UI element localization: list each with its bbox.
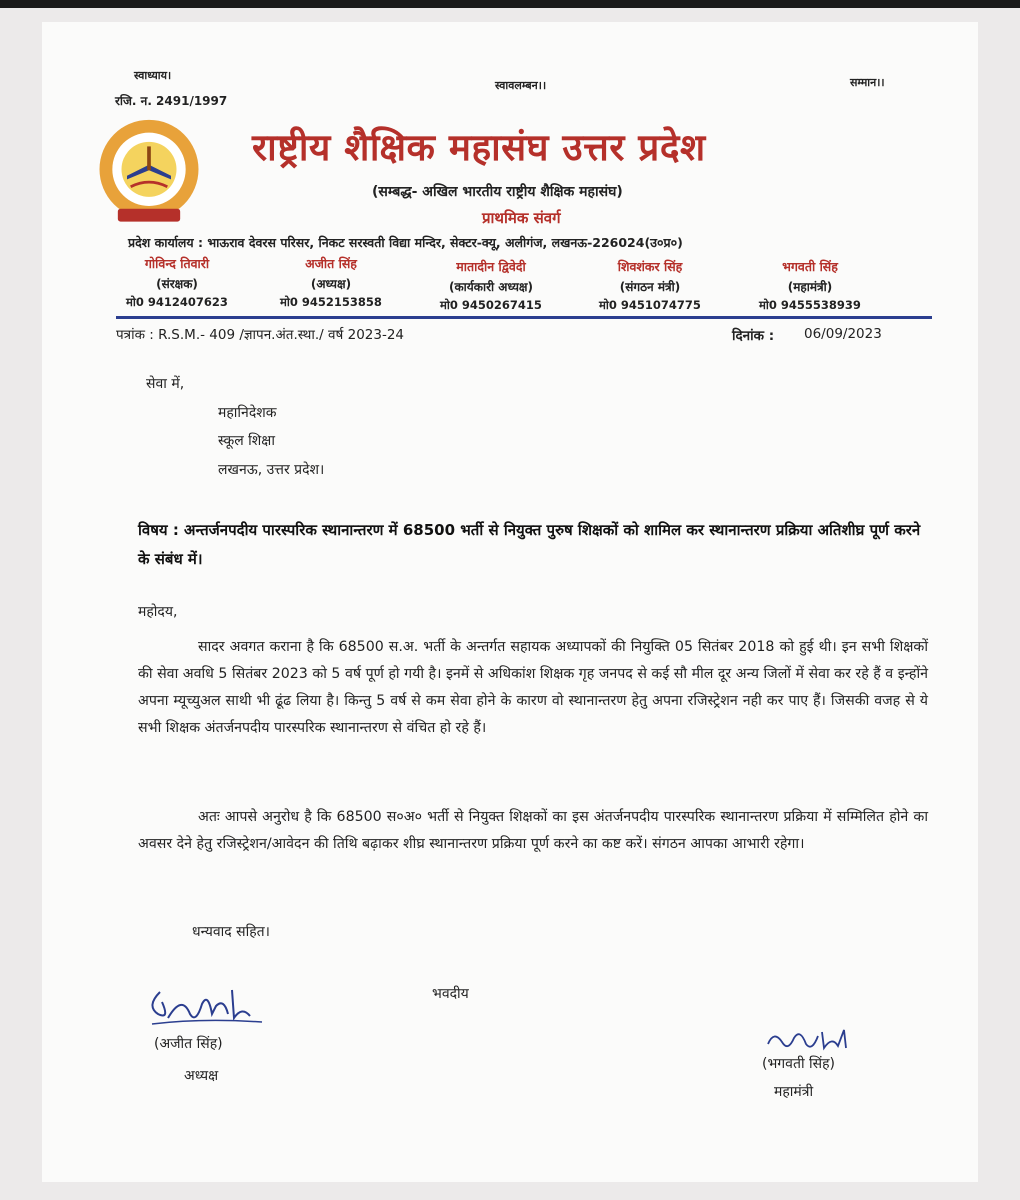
signature-left (142, 984, 272, 1034)
body-paragraph: सादर अवगत कराना है कि 68500 स.अ. भर्ती के अन्तर्गत सहायक अध्यापकों की नियुक्ति 05 सितंबर 2018 को हुई थी। इन सभी शिक्षकों की सेवा अवधि 5 सितंबर 2023 को 5 वर्ष पूर्ण हो गयी है। इनमें से अधिकांश शिक्षक गृह जनपद से कई सौ मील दूर अन्य जिलों में सेवा कर रहे हैं व इन्होंने अपना म्यूच्युअल साथी भी ढूंढ लिया है। किन्तु 5 वर्ष से कम सेवा होने के कारण वो स्थानान्तरण हेतु अपना रजिस्ट्रेशन नही कर पाए हैं। जिसकी वजह से ये सभी शिक्षक अंतर्जनपदीय पारस्परिक स्थानान्तरण से वंचित हो रहे हैं। (138, 639, 928, 736)
date-label: दिनांक : (732, 328, 775, 344)
signature-right (764, 1022, 854, 1058)
greeting: महोदय, (138, 604, 178, 620)
address-salutation: सेवा में, (146, 376, 185, 392)
official-mobile: मो0 9412407623 (126, 295, 228, 309)
official-role: (अध्यक्ष) (310, 277, 352, 291)
window-top-bar (0, 0, 1020, 8)
date-value: 06/09/2023 (804, 326, 882, 342)
address-line: लखनऊ, उत्तर प्रदेश। (218, 462, 325, 478)
address-line: महानिदेशक (218, 405, 277, 421)
reference-number: पत्रांक : R.S.M.- 409 /ज्ञापन.अंत.स्था./ वर्ष 2023-24 (116, 327, 405, 343)
office-address: प्रदेश कार्यालय : भाऊराव देवरस परिसर, निकट सरस्वती विद्या मन्दिर, सेक्टर-क्यू, अलीगंज, लखनऊ-226024(उ०प्र०) (128, 235, 683, 250)
signatory-right-name: (भगवती सिंह) (762, 1056, 836, 1072)
signatory-left-designation: अध्यक्ष (184, 1068, 219, 1084)
official-mobile: मो0 9451074775 (599, 298, 701, 312)
closing-line: धन्यवाद सहित। (192, 924, 270, 940)
official-mobile: मो0 9455538939 (759, 298, 861, 312)
letter-page (42, 22, 978, 1182)
official-name: भगवती सिंह (782, 259, 838, 274)
official-role: (कार्यकारी अध्यक्ष) (448, 280, 533, 294)
motto-right: सम्मान।। (850, 76, 885, 89)
official-name: मातादीन द्विवेदी (456, 259, 526, 274)
address-line: स्कूल शिक्षा (218, 433, 275, 449)
motto-left: स्वाध्याय। (134, 69, 172, 82)
official-name: गोविन्द तिवारी (144, 256, 210, 271)
cadre-line: प्राथमिक संवर्ग (482, 209, 561, 227)
official-mobile: मो0 9450267415 (440, 298, 542, 312)
official-name: शिवशंकर सिंह (617, 259, 683, 274)
motto-center: स्वावलम्बन।। (495, 79, 547, 92)
signatory-right-designation: महामंत्री (774, 1084, 814, 1100)
organization-title: राष्ट्रीय शैक्षिक महासंघ उत्तर प्रदेश (252, 126, 706, 169)
official-mobile: मो0 9452153858 (280, 295, 382, 309)
official-role: (संगठन मंत्री) (619, 280, 681, 294)
yours-faithfully: भवदीय (432, 986, 469, 1002)
organization-logo (94, 118, 204, 228)
registration-number: रजि. न. 2491/1997 (115, 94, 228, 108)
letter-subject: विषय : अन्तर्जनपदीय पारस्परिक स्थानान्तरण में 68500 भर्ती से नियुक्त पुरुष शिक्षकों को शामिल कर स्थानान्तरण प्रक्रिया अतिशीघ्र पूर्ण करने के संबंध में। (138, 521, 921, 568)
body-paragraph: अतः आपसे अनुरोध है कि 68500 स०अ० भर्ती से नियुक्त शिक्षकों का इस अंतर्जनपदीय पारस्परिक स्थानान्तरण प्रक्रिया में सम्मिलित होने का अवसर देने हेतु रजिस्ट्रेशन/आवेदन की तिथि बढ़ाकर शीघ्र स्थानान्तरण प्रक्रिया पूर्ण करने का कष्ट करें। संगठन आपका आभारी रहेगा। (138, 809, 928, 852)
affiliation-line: (सम्बद्ध- अखिल भारतीय राष्ट्रीय शैक्षिक महासंघ) (372, 184, 623, 200)
official-role: (महामंत्री) (787, 280, 833, 294)
official-name: अजीत सिंह (305, 256, 357, 271)
signatory-left-name: (अजीत सिंह) (154, 1036, 223, 1052)
official-role: (संरक्षक) (156, 277, 198, 291)
header-divider (116, 316, 932, 319)
